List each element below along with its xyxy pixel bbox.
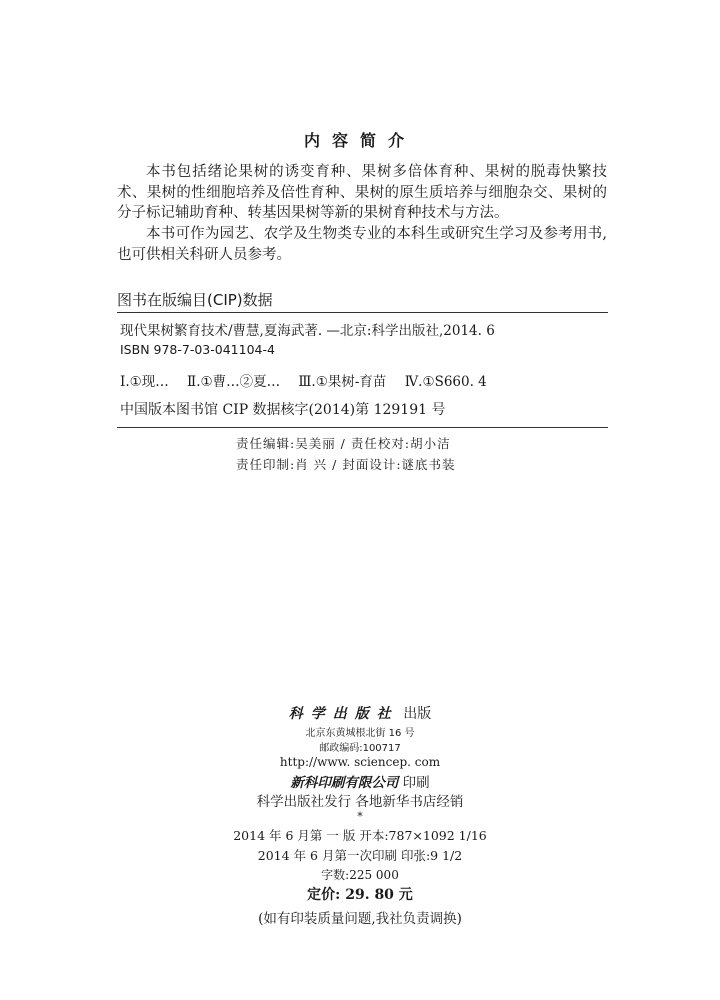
summary-paragraph-2	[117, 224, 607, 265]
summary-text-1: 本书包括绪论果树的诱变育种、果树多倍体育种、果树的脱毒快繁技术、果树的性细胞培养及倍性育种、果树的原生质培养与细胞杂交、果树的分子标记辅助育种、转基因果树等新的果树育种技术与方法。	[117, 164, 607, 221]
cip-isbn: ISBN 978-7-03-041104-4	[120, 342, 275, 357]
editors-line-2: 责任印制:肖 兴 / 封面设计:谜底书装	[236, 457, 456, 472]
editors-line-1: 责任编辑:吴美丽 / 责任校对:胡小洁	[236, 436, 451, 451]
publisher-url: http://www. sciencep. com	[279, 755, 441, 769]
summary-paragraph-1	[117, 162, 607, 224]
cip-class-1: Ⅰ.①现…	[120, 374, 169, 390]
print-info-2: 2014 年 6 月第一次印刷 印张:9 1/2	[257, 848, 463, 863]
cip-number: 中国版本图书馆 CIP 数据核字(2014)第 129191 号	[120, 402, 446, 418]
printer-name: 新科印刷有限公司	[290, 775, 399, 791]
distribution-line: 科学出版社发行 各地新华书店经销	[256, 794, 464, 810]
cip-heading: 图书在版编目(CIP)数据	[117, 291, 273, 309]
publisher-suffix: 出版	[403, 706, 432, 722]
summary-title: 内容简介	[303, 131, 416, 150]
printer-suffix: 印刷	[402, 775, 430, 791]
price: 定价: 29. 80 元	[307, 887, 413, 903]
word-count: 字数:225 000	[321, 868, 399, 882]
separator-star: *	[357, 810, 363, 823]
printer-line	[0, 771, 720, 791]
quality-note: (如有印装质量问题,我社负责调换)	[258, 911, 462, 927]
publisher-line	[0, 703, 720, 723]
publisher-name: 科学出版社	[288, 706, 399, 722]
cip-record: 现代果树繁育技术/曹慧,夏海武著. —北京:科学出版社,2014. 6	[120, 323, 495, 339]
cip-class-3: Ⅲ.①果树-育苗	[298, 374, 387, 390]
cip-class-2: Ⅱ.①曹…②夏…	[187, 374, 281, 390]
cip-class-4: Ⅳ.①S660. 4	[404, 374, 487, 390]
cip-classifications	[120, 370, 501, 390]
publisher-address: 北京东黄城根北街 16 号	[305, 728, 415, 739]
print-info-1: 2014 年 6 月第 一 版 开本:787×1092 1/16	[233, 828, 487, 843]
cip-bottom-rule	[117, 427, 608, 428]
cip-top-rule	[117, 312, 608, 313]
summary-text-2: 本书可作为园艺、农学及生物类专业的本科生或研究生学习及参考用书,也可供相关科研人员参考。	[117, 226, 607, 263]
publisher-postcode: 邮政编码:100717	[319, 743, 401, 754]
